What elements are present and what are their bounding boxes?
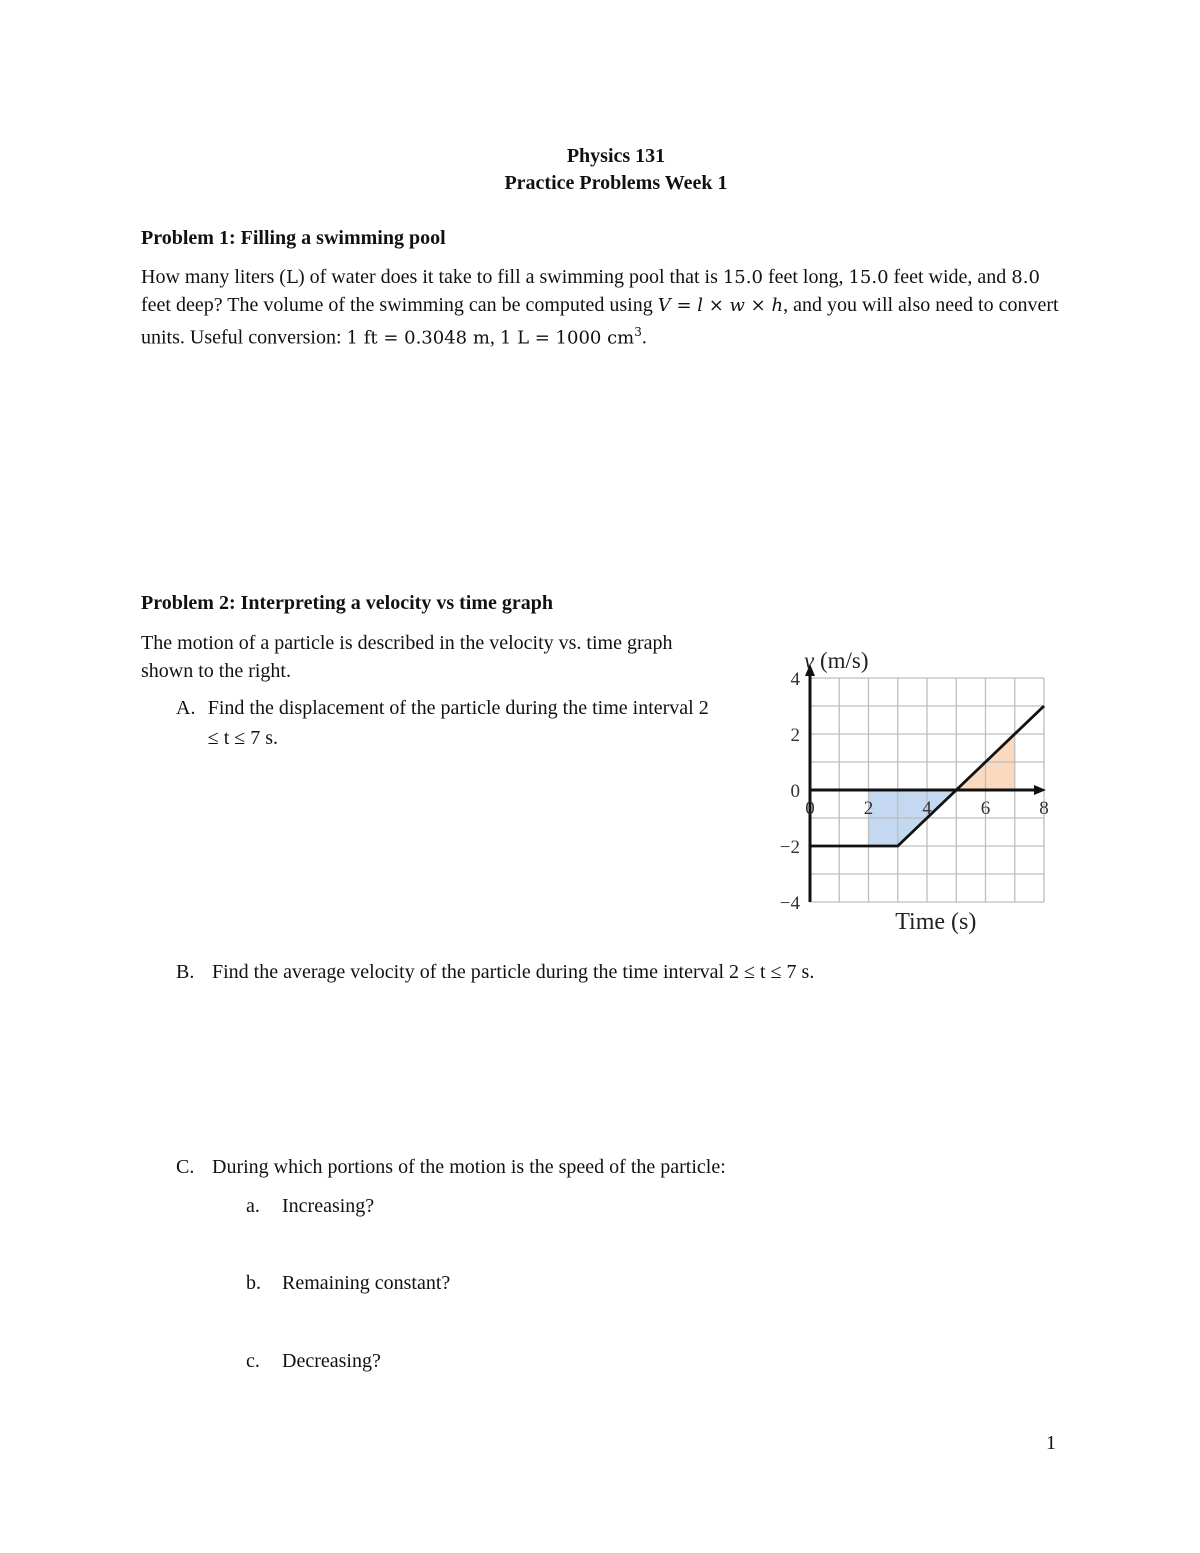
y-tick-label: −4 <box>779 893 800 914</box>
x-tick-label: 0 <box>805 798 815 819</box>
part-c <box>176 1152 1076 1182</box>
page-number: 1 <box>1046 1432 1056 1454</box>
part-a-label: A. <box>176 697 196 719</box>
x-tick-label: 8 <box>1039 798 1049 819</box>
part-a <box>176 693 716 753</box>
sub-question-b: b. Remaining constant? <box>246 1272 451 1294</box>
velocity-time-graph <box>760 640 1060 940</box>
part-c-label: C. <box>176 1156 195 1178</box>
y-tick-label: 2 <box>790 725 800 746</box>
y-axis-label: v (m/s) <box>804 648 869 673</box>
x-tick-label: 2 <box>863 798 874 819</box>
sub-question-a: a. Increasing? <box>246 1195 375 1217</box>
page-subtitle: Practice Problems Week 1 <box>504 172 728 194</box>
sub-question-c: c. Decreasing? <box>246 1350 381 1372</box>
part-b <box>176 957 1076 987</box>
part-b-text: Find the average velocity of the particle during the time interval 2 ≤ t ≤ 7 s. <box>212 961 815 983</box>
problem-2-intro: The motion of a particle is described in the velocity vs. time graph shown to the right. <box>141 632 673 682</box>
x-axis-label: Time (s) <box>895 909 977 935</box>
problem-2-heading: Problem 2: Interpreting a velocity vs time graph <box>141 592 553 614</box>
volume-formula: V = l × w × h <box>657 294 784 316</box>
problem-1-heading: Problem 1: Filling a swimming pool <box>141 227 446 249</box>
x-tick-label: 4 <box>922 798 932 819</box>
part-a-text: Find the displacement of the particle during the time interval 2 ≤ t ≤ 7 s. <box>207 697 709 749</box>
y-tick-label: −2 <box>779 837 800 858</box>
problem-1-text: How many liters (L) of water does it take to fill a swimming pool that is 15.0 feet long, 15.0 feet wide, and 8.0 feet deep? The volume of the swimming can be computed using V = l × w × h, and you will also need to convert units. Useful conversion: 1 ft = 0.3048 m, 1 L = 1000 $cm^3$. <box>141 266 1059 349</box>
part-c-text: During which portions of the motion is the speed of the particle: <box>212 1156 726 1178</box>
y-tick-label: 4 <box>790 669 800 690</box>
course-title: Physics 131 <box>566 145 666 167</box>
y-tick-label: 0 <box>790 781 800 802</box>
part-b-label: B. <box>176 961 195 983</box>
x-tick-label: 6 <box>980 798 991 819</box>
